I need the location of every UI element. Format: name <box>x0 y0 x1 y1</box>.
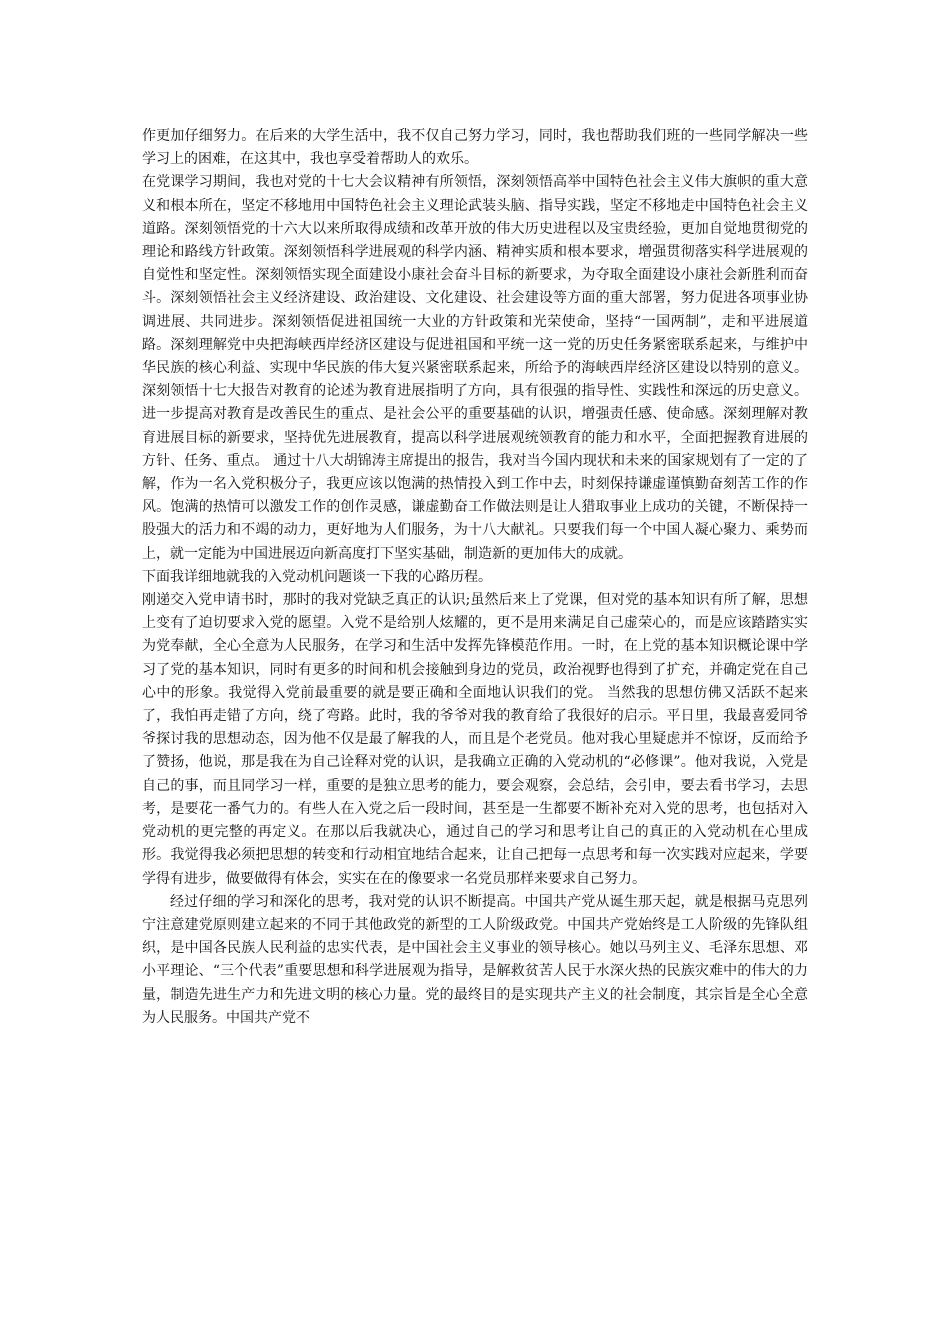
paragraph-3: 下面我详细地就我的入党动机问题谈一下我的心路历程。 <box>142 568 492 585</box>
document-page <box>142 125 808 1030</box>
paragraph-4: 刚递交入党申请书时，那时的我对党缺乏真正的认识;虽然后来上了党课，但对党的基本知识有所了解，思想上变有了迫切要求入党的愿望。入党不是给别人炫耀的，更不是用来满足自己虚荣心的，而是应该踏踏实实为党奉献，全心全意为人民服务，在学习和生活中发挥先锋模范作用。一时，在上党的基本知识概论课中学习了党的基本知识，同时有更多的时间和机会接触到身边的党员，政治视野也得到了扩充，并确定党在自己心中的形象。我觉得入党前最重要的就是要正确和全面地认识我们的党。 当然我的思想仿佛又活跃不起来了，我怕再走错了方向，绕了弯路。此时，我的爷爷对我的教育给了我很好的启示。平日里，我最喜爱同爷爷探讨我的思想动态，因为他不仅是最了解我的人，而且是个老党员。他对我心里疑虑并不惊讶，反而给予了赞扬，他说，那是我在为自己诠释对党的认识，是我确立正确的入党动机的“必修课”。他对我说，入党是自己的事，而且同学习一样，重要的是独立思考的能力，要会观察，会总结，会引申，要去看书学习，去思考，是要花一番气力的。有些人在入党之后一段时间，甚至是一生都要不断补充对入党的思考，也包括对入党动机的更完整的再定义。在那以后我就决心，通过自己的学习和思考让自己的真正的入党动机在心里成形。我觉得我必须把思想的转变和行动相宜地结合起来，让自己把每一点思考和每一次实践对应起来，学要学得有进步，做要做得有体会，实实在在的像要求一名党员那样来要求自己努力。 <box>142 592 808 887</box>
paragraph-1: 作更加仔细努力。在后来的大学生活中，我不仅自己努力学习，同时，我也帮助我们班的一些同学解决一些学习上的困难，在这其中，我也享受着帮助人的欢乐。 <box>142 128 808 168</box>
paragraph-2: 在党课学习期间，我也对党的十七大会议精神有所领悟，深刻领悟高举中国特色社会主义伟大旗帜的重大意义和根本所在，坚定不移地用中国特色社会主义理论武装头脑、指导实践，坚定不移地走中国特色社会主义道路。深刻领悟党的十六大以来所取得成绩和改革开放的伟大历史进程以及宝贵经验，更加自觉地贯彻党的理论和路线方针政策。深刻领悟科学进展观的科学内涵、精神实质和根本要求，增强贯彻落实科学进展观的自觉性和坚定性。深刻领悟实现全面建设小康社会奋斗目标的新要求，为夺取全面建设小康社会新胜利而奋斗。深刻领悟社会主义经济建设、政治建设、文化建设、社会建设等方面的重大部署，努力促进各项事业协调进展、共同进步。深刻领悟促进祖国统一大业的方针政策和光荣使命，坚持“一国两制”，走和平进展道路。深刻理解党中央把海峡西岸经济区建设与促进祖国和平统一这一党的历史任务紧密联系起来，与维护中华民族的核心利益、实现中华民族的伟大复兴紧密联系起来，所给予的海峡西岸经济区建设以特别的意义。深刻领悟十七大报告对教育的论述为教育进展指明了方向，具有很强的指导性、实践性和深远的历史意义。进一步提高对教育是改善民生的重点、是社会公平的重要基础的认识，增强责任感、使命感。深刻理解对教育进展目标的新要求，坚持优先进展教育，提高以科学进展观统领教育的能力和水平，全面把握教育进展的方针、任务、重点。 通过十八大胡锦涛主席提出的报告，我对当今国内现状和未来的国家规划有了一定的了解，作为一名入党积极分子，我更应该以饱满的热情投入到工作中去，时刻保持谦虚谨慎勤奋刻苦工作的作风。饱满的热情可以激发工作的创作灵感，谦虚勤奋工作做法则是让人猎取事业上成功的关键，不断保持一股强大的活力和不竭的动力，更好地为人们服务，为十八大献礼。只要我们每一个中国人凝心聚力、乘势而上，就一定能为中国进展迈向新高度打下坚实基础，制造新的更加伟大的成就。 <box>142 174 808 562</box>
paragraph-5: 经过仔细的学习和深化的思考，我对党的认识不断提高。中国共产党从诞生那天起，就是根据马克思列宁注意建党原则建立起来的不同于其他政党的新型的工人阶级政党。中国共产党始终是工人阶级的先锋队组织，是中国各民族人民利益的忠实代表，是中国社会主义事业的领导核心。她以马列主义、毛泽东思想、邓小平理论、“三个代表”重要思想和科学进展观为指导，是解救贫苦人民于水深火热的民族灾难中的伟大的力量，制造先进生产力和先进文明的核心力量。党的最终目的是实现共产主义的社会制度，其宗旨是全心全意为人民服务。中国共产党不 <box>142 893 808 1026</box>
